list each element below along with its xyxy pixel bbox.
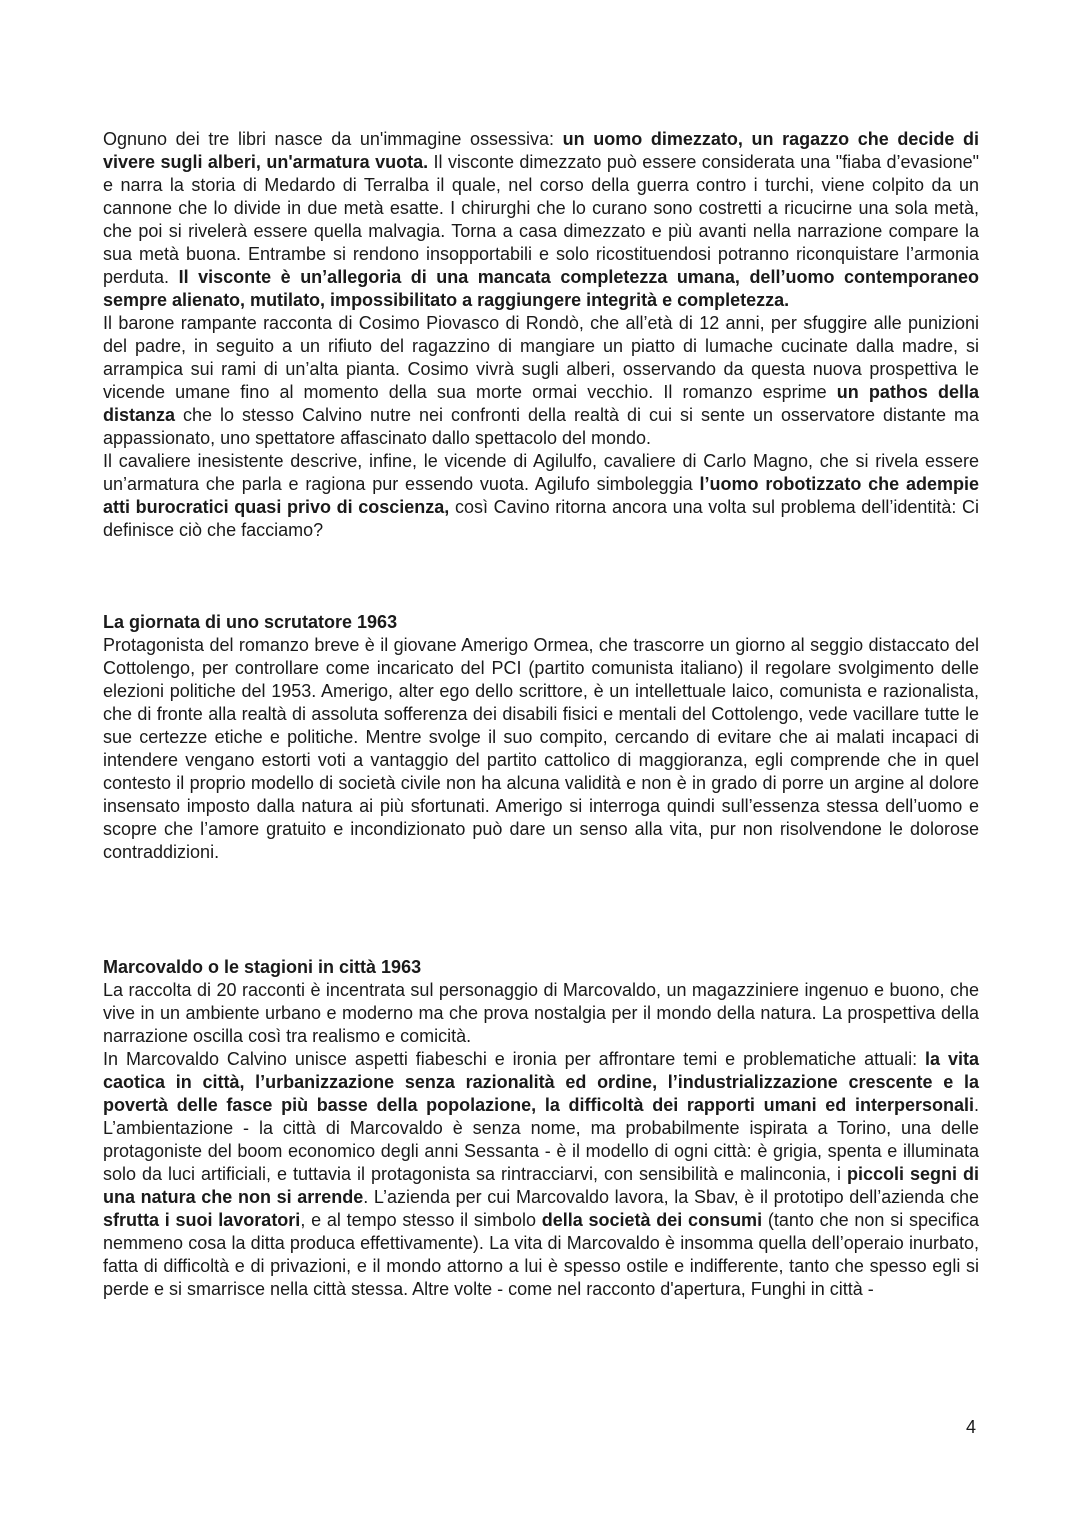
section-marcovaldo (103, 956, 979, 1301)
text-run: Il visconte dimezzato può essere considerata una "fiaba d’evasione" e narra la storia di Medardo di Terralba il quale, nel corso della guerra contro i turchi, viene colpito da un cannone che lo divide in due metà esatte. I chirurghi che lo curano sono costretti a ricucirne una sola metà, che poi si rivelerà essere quella malvagia. Torna a casa dimezzato e più avanti nella narrazione compare la sua metà buona. Entrambe si rendono insopportabili e solo ricostituendosi potranno riconquistare l’armonia perduta. (103, 152, 979, 287)
bold-text: un uomo dimezzato, un ragazzo che decide di vivere sugli alberi, un'armatura vuota. (103, 129, 979, 172)
bold-text: della società dei consumi (541, 1210, 763, 1230)
text-run: Protagonista del romanzo breve è il giovane Amerigo Ormea, che trascorre un giorno al seggio distaccato del Cottolengo, per controllare come incaricato del PCI (partito comunista italiano) il regolare svolgimento delle elezioni politiche del 1953. Amerigo, alter ego dello scrittore, è un intellettuale laico, comunista e razionalista, che di fronte alla realtà di assoluta sofferenza dei disabili fisici e mentali del Cottolengo, vede vacillare tutte le sue certezze etiche e politiche. Mentre svolge il suo compito, cercando di evitare che ai malati incapaci di intendere vengano estorti voti a vantaggio del partito cattolico di maggioranza, egli comprende che in quel contesto il proprio modello di società civile non ha alcuna validità e non è in grado di porre un argine al dolore insensato imposto dalla natura ai più sfortunati. Amerigo si interroga quindi sull’essenza stessa dell’uomo e scopre che l’amore gratuito e incondizionato può dare un senso alla vita, pur non risolvendone le dolorose contraddizioni. (103, 635, 979, 862)
bold-text: un pathos della distanza (103, 382, 980, 425)
document-page (103, 128, 979, 1301)
paragraph (103, 312, 979, 450)
text-run: Il barone rampante racconta di Cosimo Piovasco di Rondò, che all’età di 12 anni, per sfuggire alle punizioni del padre, in seguito a un rifiuto del ragazzino di mangiare un piatto di lumache cucinate dalla madre, si arrampica sui rami di un’alta pianta. Cosimo vivrà sugli alberi, osservando da questa nuova prospettiva le vicende umane fino al momento della sua morte ormai vecchio. Il romanzo esprime (103, 313, 979, 402)
text-run: . L’azienda per cui Marcovaldo lavora, la Sbav, è il prototipo dell’azienda che (363, 1187, 980, 1207)
text-run: che lo stesso Calvino nutre nei confronti della realtà di cui si sente un osservatore distante ma appassionato, uno spettatore affascinato dallo spettacolo del mondo. (103, 405, 979, 448)
text-run: . L’ambientazione - la città di Marcovaldo è senza nome, ma probabilmente ispirata a Torino, una delle protagoniste del boom economico degli anni Sessanta - è il modello di ogni città: è grigia, spenta e illuminata solo da luci artificiali, e tuttavia il protagonista sa rintracciarvi, con sensibilità e malinconia, i (103, 1095, 979, 1184)
paragraph (103, 979, 979, 1048)
text-run: (tanto che non si specifica nemmeno cosa la ditta produca effettivamente). La vita di Marcovaldo è insomma quella dell’operaio inurbato, fatta di difficoltà e di privazioni, e il mondo attorno a lui è spesso ostile e indifferente, tanto che spesso egli si perde e si smarrisce nella città stessa. Altre volte - come nel racconto d'apertura, Funghi in città - (103, 1210, 979, 1299)
bold-text: piccoli segni di una natura che non si arrende (103, 1164, 979, 1207)
bold-text: l’uomo robotizzato che adempie atti burocratici quasi privo di coscienza, (103, 474, 979, 517)
text-run: La raccolta di 20 racconti è incentrata sul personaggio di Marcovaldo, un magazziniere ingenuo e buono, che vive in un ambiente urbano e moderno ma che prova nostalgia per il mondo della natura. La prospettiva della narrazione oscilla così tra realismo e comicità. (103, 980, 979, 1046)
text-run: Il cavaliere inesistente descrive, infine, le vicende di Agilulfo, cavaliere di Carlo Magno, che si rivela essere un’armatura che parla e ragiona pur essendo vuota. Agilufo simboleggia (103, 451, 979, 494)
paragraph (103, 634, 979, 864)
section-title: La giornata di uno scrutatore 1963 (103, 612, 398, 632)
text-run: così Cavino ritorna ancora una volta sul problema dell’identità: Ci definisce ciò che facciamo? (103, 497, 980, 540)
bold-text: Il visconte è un’allegoria di una mancata completezza umana, dell’uomo contemporaneo sempre alienato, mutilato, impossibilitato a raggiungere integrità e completezza. (103, 267, 979, 310)
text-run: Ognuno dei tre libri nasce da un'immagine ossessiva: (103, 129, 563, 149)
section-title: Marcovaldo o le stagioni in città 1963 (103, 957, 422, 977)
text-run: , e al tempo stesso il simbolo (300, 1210, 542, 1230)
bold-text: sfrutta i suoi lavoratori (103, 1210, 301, 1230)
paragraph (103, 1048, 979, 1301)
text-run: In Marcovaldo Calvino unisce aspetti fiabeschi e ironia per affrontare temi e problematiche attuali: (103, 1049, 926, 1069)
section-scrutatore (103, 611, 979, 864)
paragraph (103, 450, 979, 542)
intro-section (103, 128, 979, 542)
bold-text: la vita caotica in città, l’urbanizzazione senza razionalità ed ordine, l’industrializzazione crescente e la povertà delle fasce più basse della popolazione, la difficoltà dei rapporti umani ed interpersonali (103, 1049, 980, 1115)
paragraph (103, 128, 979, 312)
page-number: 4 (965, 1417, 976, 1437)
